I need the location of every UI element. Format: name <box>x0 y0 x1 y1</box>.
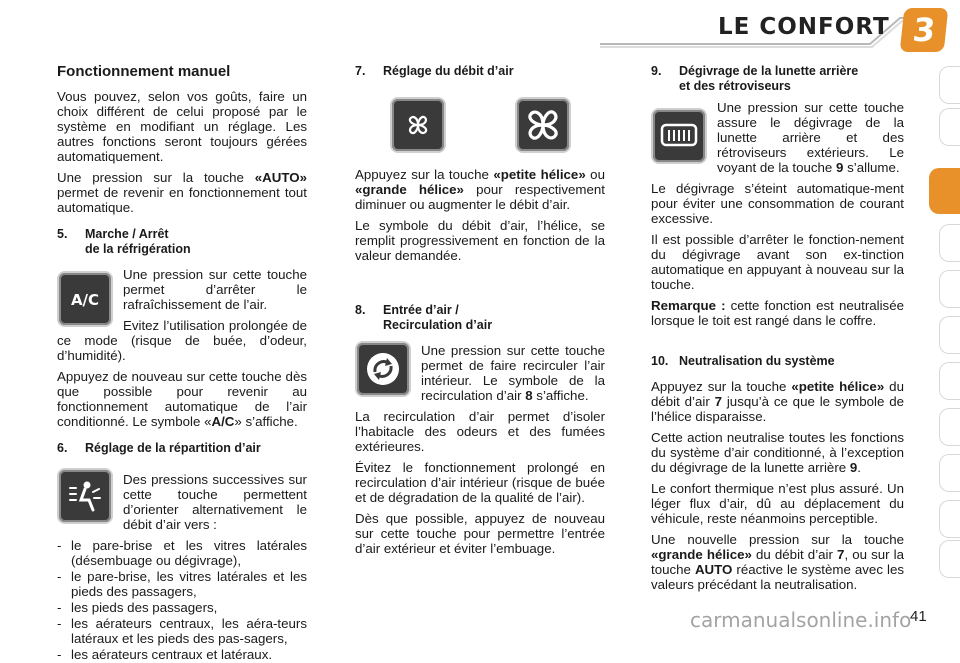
recirculation-icon <box>357 343 409 395</box>
paragraph: Appuyez sur la touche «petite hélice» du débit d’air 7 jusqu’à ce que le symbole de l’hélice disparaisse. <box>651 379 905 424</box>
list-item: - le pare-brise, les vitres latérales et les pieds des passagers, <box>57 569 307 599</box>
list-item: - le pare-brise et les vitres latérales (désembuage ou dégivrage), <box>57 538 307 568</box>
paragraph: Des pressions successives sur cette touche permettent d’orienter alternativement le débit d’air vers : <box>123 472 307 532</box>
chapter-tab[interactable] <box>939 108 960 146</box>
paragraph: Le confort thermique n’est plus assuré. Un léger flux d’air, dû au déplacement du véhicule, reste néanmoins perceptible. <box>651 481 904 526</box>
paragraph: Une pression sur cette touche permet de faire recirculer l’air intérieur. Le symbole de la recirculation d’air 8 s’affiche. <box>421 343 605 403</box>
column-left <box>57 56 307 663</box>
section-heading-5: 5. Marche / Arrêt de la réfrigération <box>57 227 191 256</box>
column-middle <box>355 56 605 562</box>
paragraph: Vous pouvez, selon vos goûts, faire un choix différent de celui proposé par le système en modifiant un réglage. Les autres fonctions seront toujours gérées automatiquement. <box>57 89 307 164</box>
large-fan-icon <box>517 99 569 151</box>
section-heading-7: 7. Réglage du débit d’air <box>355 64 514 78</box>
chapter-tab[interactable] <box>939 316 960 354</box>
section-heading-8: 8. Entrée d’air / Recirculation d’air <box>355 303 493 332</box>
section-title: Fonctionnement manuel <box>57 63 231 80</box>
distribution-list <box>57 538 307 662</box>
paragraph: Remarque : cette fonction est neutralisée lorsque le toit est rangé dans le coffre. <box>651 298 904 328</box>
chapter-tab[interactable] <box>939 540 960 578</box>
list-item: - les pieds des passagers, <box>57 600 307 615</box>
paragraph: Une pression sur cette touche permet d’arrêter le rafraîchissement de l’air. <box>123 267 307 312</box>
paragraph: Le dégivrage s’éteint automatique-ment pour éviter une consommation de courant excessive. <box>651 181 904 226</box>
chapter-tab[interactable] <box>939 66 960 104</box>
watermark: carmanualsonline.info <box>690 608 912 632</box>
section-heading-6: 6. Réglage de la répartition d’air <box>57 441 261 455</box>
list-item: - les aérateurs centraux, les aéra-teurs latéraux et les pieds des pas-sagers, <box>57 616 307 646</box>
paragraph: Une pression sur la touche «AUTO» permet de revenir en fonctionnement tout automatique. <box>57 170 307 215</box>
paragraph: Cette action neutralise toutes les fonctions du système d’air conditionné, à l’exception du dégivrage de la lunette arrière 9. <box>651 430 904 475</box>
paragraph: Une nouvelle pression sur la touche «grande hélice» du débit d’air 7, ou sur la touche AUTO réactive le système avec les valeurs précédant la neutralisation. <box>651 532 905 592</box>
paragraph: La recirculation d’air permet d’isoler l’habitacle des odeurs et des fumées extérieures. <box>355 409 605 454</box>
chapter-tabs <box>938 66 960 576</box>
paragraph: Dès que possible, appuyez de nouveau sur cette touche pour permettre l’entrée d’air extérieur et éviter l’embuage. <box>355 511 605 556</box>
air-distribution-icon <box>59 470 111 522</box>
paragraph: Evitez l’utilisation prolongée de ce mode (risque de buée, d’odeur, d’humidité). <box>57 318 307 363</box>
chapter-tab[interactable] <box>939 454 960 492</box>
paragraph: Évitez le fonctionnement prolongé en recirculation d’air intérieur (risque de buée et de dégradation de la qualité de l’air). <box>355 460 605 505</box>
paragraph: Appuyez de nouveau sur cette touche dès que possible pour revenir au fonctionnement automatique de l’air conditionné. Le symbole «A/C» s’affiche. <box>57 369 307 429</box>
chapter-tab[interactable] <box>939 500 960 538</box>
chapter-tab[interactable] <box>939 362 960 400</box>
chapter-badge: 3 <box>900 8 949 52</box>
page-number: 41 <box>910 608 927 625</box>
chapter-tab[interactable] <box>939 270 960 308</box>
paragraph: Appuyez sur la touche «petite hélice» ou «grande hélice» pour respectivement diminuer ou augmenter le débit d’air. <box>355 167 605 212</box>
chapter-tab-active[interactable] <box>929 168 960 214</box>
chapter-tab[interactable] <box>939 224 960 262</box>
paragraph: Il est possible d’arrêter le fonction-nement du dégivrage avant son ex-tinction automatique en appuyant à nouveau sur la touche. <box>651 232 904 292</box>
paragraph: Une pression sur cette touche assure le dégivrage de la lunette arrière et des rétroviseurs extérieurs. Le voyant de la touche 9 s’allume. <box>717 100 904 175</box>
chapter-tab[interactable] <box>939 408 960 446</box>
small-fan-icon <box>392 99 444 151</box>
ac-icon-label: A/C <box>70 291 100 309</box>
list-item: - les aérateurs centraux et latéraux. <box>57 647 307 662</box>
section-heading-10: 10. Neutralisation du système <box>651 354 835 368</box>
rear-defrost-icon <box>653 110 705 162</box>
column-right <box>651 56 904 598</box>
fan-icons <box>355 99 605 151</box>
section-heading-9: 9. Dégivrage de la lunette arrière et des rétroviseurs <box>651 64 859 93</box>
page-title: LE CONFORT <box>718 14 890 40</box>
ac-button-icon <box>59 273 111 325</box>
paragraph: Le symbole du débit d’air, l’hélice, se remplit progressivement en fonction de la valeur demandée. <box>355 218 605 263</box>
